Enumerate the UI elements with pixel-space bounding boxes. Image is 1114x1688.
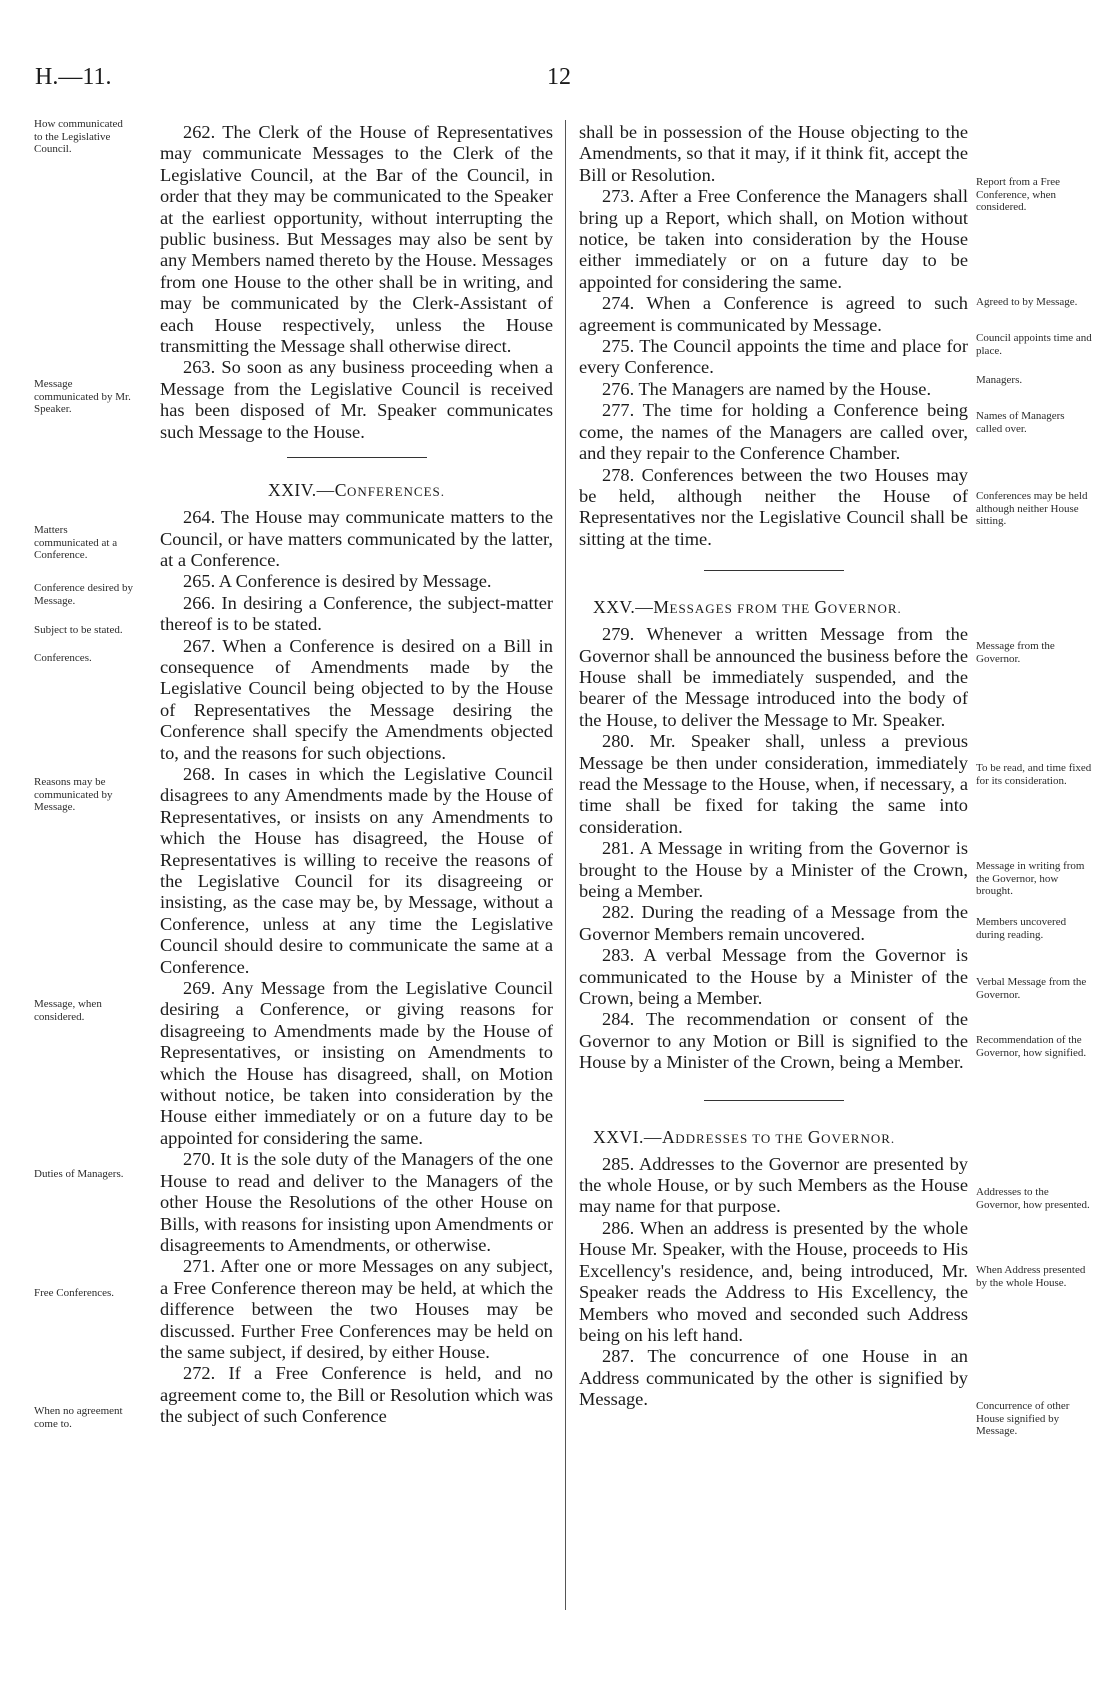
paragraph-270: 270. It is the sole duty of the Managers of the one House to read and deliver to the Managers of the other House the Resolutions of the other House on Bills, with reasons for insisting upon Amendments or disagreements to Amendments, or otherwise. — [160, 1149, 553, 1255]
paragraph-268: 268. In cases in which the Legislative Council disagrees to any Amendments made by the House of Representatives, or insists on any Amendments to which the House has disagreed, the House of Representatives is willing to receive the reasons of the Legislative Council for its disagreeing or insisting, as the case may be, by Message, without a Conference, unless at any time the Legislative Council should desire to communicate the same at a Conference. — [160, 763, 553, 977]
margin-note: Members uncovered during reading. — [976, 916, 1067, 941]
margin-note: Conferences may be held although neither House sitting. — [976, 490, 1088, 527]
paragraph-269: 269. Any Message from the Legislative Council desiring a Conference, or giving reasons for disagreeing to Amendments made by the House of Representatives, or insisting on Amendments to which the House has disagreed, shall, on Motion without notice, be taken into consideration by the House either immediately or on a future day to be appointed for considering the same. — [160, 978, 553, 1148]
margin-note: Subject to be stated. — [34, 624, 123, 636]
margin-note: When no agreement come to. — [34, 1405, 123, 1430]
margin-note: Recommendation of the Governor, how signified. — [976, 1034, 1087, 1059]
margin-note: Conferences. — [34, 652, 92, 664]
margin-note: Duties of Managers. — [34, 1168, 124, 1180]
margin-note: Matters communicated at a Conference. — [34, 524, 118, 561]
margin-note: Message, when considered. — [34, 998, 102, 1023]
margin-note: Verbal Message from the Governor. — [976, 976, 1087, 1001]
paragraph-281: 281. A Message in writing from the Governor is brought to the House by a Minister of the Crown, being a Member. — [579, 838, 968, 901]
margin-note: Conference desired by Message. — [34, 582, 133, 607]
paragraph-264: 264. The House may communicate matters to the Council, or have matters communicated by the latter, at a Conference. — [160, 507, 553, 570]
margin-note: Concurrence of other House signified by Message. — [976, 1400, 1070, 1437]
margin-note: Report from a Free Conference, when considered. — [976, 176, 1060, 213]
left-column — [160, 122, 553, 1428]
column-divider — [565, 120, 566, 1610]
paragraph-272-continued: shall be in possession of the House objecting to the Amendments, so that it may, if it think fit, accept the Bill or Resolution. — [579, 122, 968, 185]
paragraph-286: 286. When an address is presented by the whole House Mr. Speaker, with the House, proceeds to His Excellency's residence, and, being introduced, Mr. Speaker reads the Address to His Excellency, the Members who moved and seconded such Address being on his left hand. — [579, 1217, 968, 1345]
paragraph-284: 284. The recommendation or consent of the Governor to any Motion or Bill is signified to the House by a Minister of the Crown, being a Member. — [579, 1009, 968, 1073]
section-heading-xxvi: XXVI.—ADDRESSES TO THE GOVERNOR. — [593, 1126, 896, 1147]
paragraph-275: 275. The Council appoints the time and place for every Conference. — [579, 336, 968, 378]
paragraph-279: 279. Whenever a written Message from the Governor shall be announced the business before the House shall be immediately suspended, and the bearer of the Message introduced into the body of the House, to deliver the Message to Mr. Speaker. — [579, 624, 968, 730]
margin-note: Free Conferences. — [34, 1287, 115, 1299]
paragraph-285: 285. Addresses to the Governor are presented by the whole House, or by such Members as the House may name for that purpose. — [579, 1153, 968, 1217]
paragraph-274: 274. When a Conference is agreed to such agreement is communicated by Message. — [579, 293, 968, 335]
paragraph-277: 277. The time for holding a Conference being come, the names of the Managers are called over, and they repair to the Conference Chamber. — [579, 400, 968, 464]
page-number: 12 — [547, 64, 571, 90]
margin-note: Message from the Governor. — [976, 640, 1055, 665]
paragraph-280: 280. Mr. Speaker shall, unless a previous Message be then under consideration, immediately read the Message to the House, when, if necessary, a time shall be fixed for taking the same into consideration. — [579, 731, 968, 837]
paragraph-278: 278. Conferences between the two Houses may be held, although neither the House of Representatives nor the Legislative Council shall be sitting at the time. — [579, 464, 968, 549]
section-heading-xxv: XXV.—MESSAGES FROM THE GOVERNOR. — [593, 597, 902, 618]
right-column — [579, 122, 968, 1411]
paragraph-273: 273. After a Free Conference the Managers shall bring up a Report, which shall, on Motion without notice, be taken into consideration by the House either immediately or on a future day to be appointed for considering the same. — [579, 186, 968, 292]
paragraph-265: 265. A Conference is desired by Message. — [183, 571, 492, 592]
paragraph-272: 272. If a Free Conference is held, and no agreement come to, the Bill or Resolution which was the subject of such Conference — [160, 1363, 553, 1427]
margin-note: Managers. — [976, 374, 1023, 386]
section-heading-xxiv: XXIV.—CONFERENCES. — [268, 480, 445, 501]
margin-note: Agreed to by Message. — [976, 296, 1078, 308]
paragraph-271: 271. After one or more Messages on any subject, a Free Conference thereon may be held, at which the difference between the two Houses may be discussed. Further Free Conferences may be held on the same subject, if desired, by either House. — [160, 1256, 553, 1362]
margin-note: Message communicated by Mr. Speaker. — [34, 378, 131, 415]
paragraph-276: 276. The Managers are named by the House. — [602, 378, 932, 399]
paragraph-287: 287. The concurrence of one House in an Address communicated by the other is signified by Message. — [579, 1346, 968, 1410]
section-divider — [704, 570, 844, 571]
header-reference: H.—11. — [35, 64, 112, 90]
margin-note: To be read, and time fixed for its consideration. — [976, 762, 1092, 787]
margin-note: Council appoints time and place. — [976, 332, 1092, 357]
paragraph-283: 283. A verbal Message from the Governor is communicated to the House by a Minister of the Crown, being a Member. — [579, 945, 968, 1009]
margin-note: Reasons may be communicated by Message. — [34, 776, 113, 813]
paragraph-282: 282. During the reading of a Message from the Governor Members remain uncovered. — [579, 902, 968, 944]
margin-note: Message in writing from the Governor, how brought. — [976, 860, 1085, 897]
margin-note: Addresses to the Governor, how presented. — [976, 1186, 1090, 1211]
paragraph-267: 267. When a Conference is desired on a Bill in consequence of Amendments made by the Legislative Council being objected to by the House of Representatives the Message desiring the Conference shall specify the Amendments objected to, and the reasons for such objections. — [160, 635, 553, 763]
section-divider — [704, 1100, 844, 1101]
margin-note: Names of Managers called over. — [976, 410, 1065, 435]
section-divider — [287, 457, 427, 458]
paragraph-266: 266. In desiring a Conference, the subject-matter thereof is to be stated. — [160, 592, 553, 635]
paragraph-262: 262. The Clerk of the House of Representatives may communicate Messages to the Clerk of the Legislative Council, at the Bar of the Council, in order that they may be communicated to the Speaker at the earliest opportunity, without interrupting the public business. But Messages may also be sent by any Members named thereto by the House. Messages from one House to the other shall be in writing, and may be communicated by the Clerk-Assistant of each House respectively, unless the House transmitting the Message shall otherwise direct. — [160, 122, 553, 357]
margin-note: How communicated to the Legislative Council. — [34, 118, 123, 155]
paragraph-263: 263. So soon as any business proceeding when a Message from the Legislative Council is received has been disposed of Mr. Speaker communicates such Message to the House. — [160, 357, 553, 442]
margin-note: When Address presented by the whole House. — [976, 1264, 1086, 1289]
